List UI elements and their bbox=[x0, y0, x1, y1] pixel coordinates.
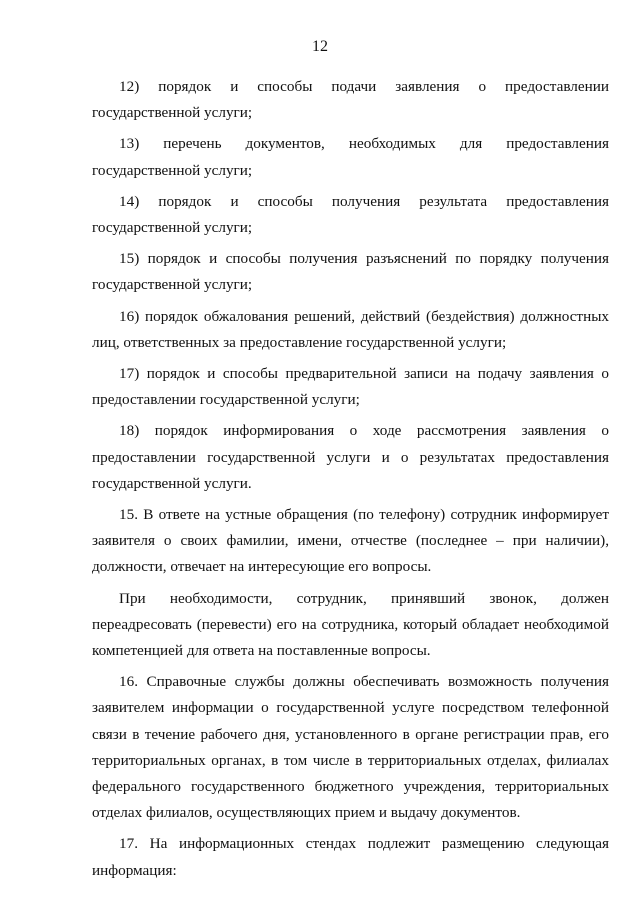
list-item-14: 14) порядок и способы получения результата предоставления государственной услуги; bbox=[92, 192, 609, 237]
paragraph-17: 17. На информационных стендах подлежит размещению следующая информация: bbox=[92, 835, 609, 879]
list-item-15: 15) порядок и способы получения разъяснений по порядку получения государственной услуги; bbox=[92, 250, 609, 294]
paragraph-15-continued: При необходимости, сотрудник, принявший звонок, должен переадресовать (перевести) его на сотрудника, который обладает необходимой компетенцией для ответа на поставленные вопросы. bbox=[92, 589, 609, 660]
list-item-16: 16) порядок обжалования решений, действий (бездействия) должностных лиц, ответственных за предоставление государственной услуги; bbox=[92, 307, 609, 351]
paragraph-16: 16. Справочные службы должны обеспечивать возможность получения заявителем информации о государственной услуге посредством телефонной связи в течение рабочего дня, установленного в органе регистрации прав, его территориальных органах, в том числе в территориальных отделах, филиалах федерального государственного бюджетного учреждения, территориальных отделах филиалов, осуществляющих прием и выдачу документов. bbox=[92, 673, 609, 822]
list-item-17: 17) порядок и способы предварительной записи на подачу заявления о предоставлении государственной услуги; bbox=[92, 365, 609, 409]
list-item-12: 12) порядок и способы подачи заявления о предоставлении государственной услуги; bbox=[92, 78, 609, 122]
page-number: 12 bbox=[312, 38, 328, 55]
list-item-18: 18) порядок информирования о ходе рассмотрения заявления о предоставлении государственной услуги и о результатах предоставления государственной услуги. bbox=[92, 422, 609, 492]
list-item-13: 13) перечень документов, необходимых для предоставления государственной услуги; bbox=[92, 135, 609, 179]
paragraph-15: 15. В ответе на устные обращения (по телефону) сотрудник информирует заявителя о своих фамилии, имени, отчестве (последнее – при наличии), должности, отвечает на интересующие его вопросы. bbox=[92, 506, 609, 576]
document-body bbox=[92, 74, 609, 889]
